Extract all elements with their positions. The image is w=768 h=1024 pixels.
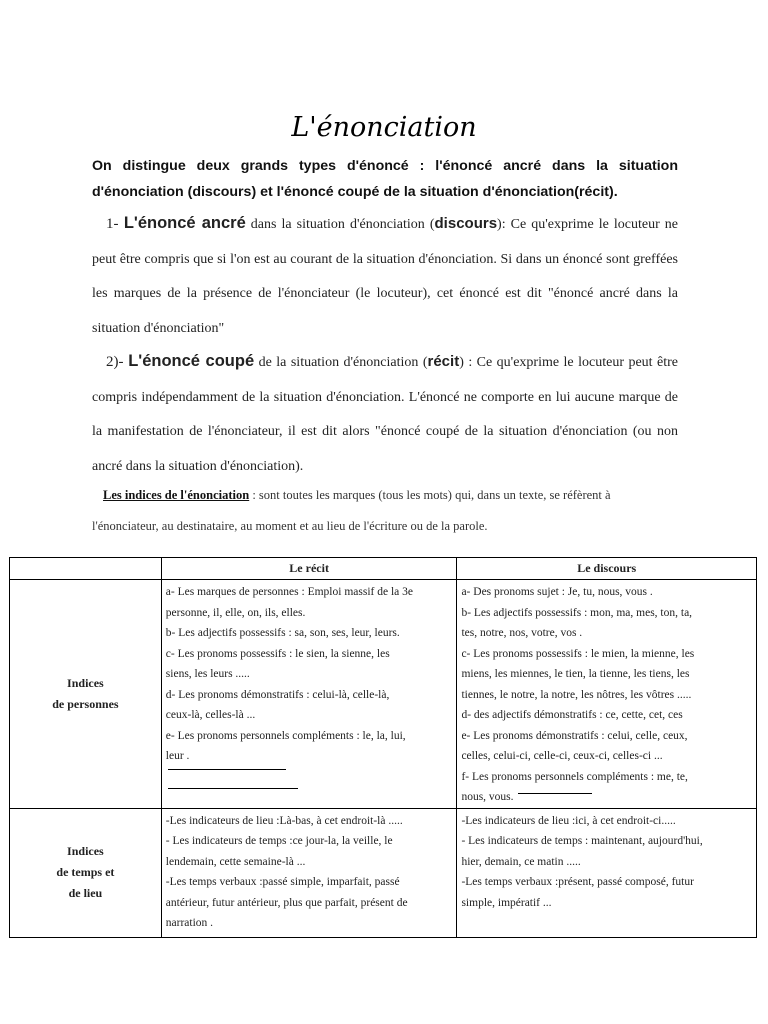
recit-line: a- Les marques de personnes : Emploi massif de la 3e [165,586,413,598]
discours-line: d- des adjectifs démonstratifs : ce, cette, cet, ces [461,709,683,721]
row-head-temps-line2: de temps et [56,865,115,879]
recit-line: e- Les pronoms personnels compléments : le, la, lui, [165,729,406,742]
recit-line: narration . [165,917,214,929]
cell-recit-temps-lieu [161,808,457,937]
discours-line: - Les indicateurs de temps : maintenant, aujourd'hui, [461,835,703,847]
discours-line-last [461,787,752,808]
discours-line: b- Les adjectifs possessifs : mon, ma, mes, ton, ta, [461,606,693,619]
discours-line: simple, impératif ... [461,896,552,909]
section-1-text-a: dans la situation d'énonciation ( [245,217,435,232]
discours-line: -Les temps verbaux :présent, passé composé, futur [461,876,694,888]
row-head-temps-line1: Indices [67,844,104,858]
table-row-personnes [10,580,757,809]
table-header-row [10,558,757,580]
blank-rule [518,793,592,794]
blank-rule [168,769,286,770]
recit-line: -Les indicateurs de lieu :Là-bas, à cet endroit-là ..... [165,814,403,827]
section-1-term: L'énoncé ancré [123,214,246,232]
cell-discours-personnes [457,580,757,809]
row-head-temps-line3: de lieu [68,886,103,900]
recit-line: c- Les pronoms possessifs : le sien, la sienne, les [165,647,390,660]
section-2-number: 2)- [106,354,129,370]
section-1-paragraph [92,206,678,346]
recit-line: personne, il, elle, on, ils, elles. [165,606,306,619]
indices-paragraph [92,480,678,542]
discours-line: c- Les pronoms possessifs : le mien, la mienne, les [461,647,695,660]
recit-line: siens, les leurs ..... [165,668,250,680]
row-head-temps-lieu [10,808,162,937]
section-2-term: L'énoncé coupé [128,352,255,370]
section-1-text-b: ): Ce qu'exprime le locuteur ne peut être compris que si l'on est au courant de la situation d'énonciation. Si dans un énoncé sont greffées les marques de la présence de l'énonciateur (le locuteur), cet énoncé est dit "énoncé ancré dans la situation d'énonciation" [92,217,679,336]
discours-line: miens, les miennes, le tien, la tienne, les tiens, les [461,668,690,680]
recit-line: ceux-là, celles-là ... [165,709,256,721]
cell-recit-personnes [161,580,457,809]
recit-line: leur . [165,750,190,762]
discours-line: e- Les pronoms démonstratifs : celui, celle, ceux, [461,729,688,742]
recit-line: lendemain, cette semaine-là ... [165,855,306,868]
recit-line: antérieur, futur antérieur, plus que parfait, présent de [165,896,408,909]
recit-line: -Les temps verbaux :passé simple, imparfait, passé [165,876,400,888]
discours-line: nous, vous. [461,791,514,803]
discours-line: tiennes, le notre, la notre, les nôtres, les vôtres ..... [461,688,692,701]
header-discours: Le discours [457,558,757,580]
row-head-personnes-line1: Indices [67,675,104,690]
recit-line: b- Les adjectifs possessifs : sa, son, ses, leur, leurs. [165,627,400,639]
page-title: L'énonciation [291,112,477,143]
cell-discours-temps-lieu [457,808,757,937]
indices-text: : sont toutes les marques (tous les mots) qui, dans un texte, se réfèrent à l'énonciateur, au destinataire, au moment et au lieu de l'écriture ou de la parole. [92,488,611,533]
recit-line: - Les indicateurs de temps :ce jour-la, la veille, le [165,835,393,847]
indices-table [9,557,757,938]
section-2-paren: récit [427,353,460,370]
section-2-paragraph [92,344,678,484]
blank-rule [168,788,298,789]
indices-label: Les indices de l'énonciation [103,488,250,502]
section-2-text-b: ) : Ce qu'exprime le locuteur peut être compris indépendamment de la situation d'énonciation. L'énoncé ne comporte en lui aucune marque de la manifestation de l'énonciateur, il est dit alors "énoncé coupé de la situation d'énonciation (ou non ancré dans la situation d'énonciation). [92,355,678,474]
table-row-temps-lieu [10,808,757,937]
discours-line: -Les indicateurs de lieu :ici, à cet endroit-ci..... [461,814,676,827]
row-head-personnes [10,580,162,809]
recit-line: d- Les pronoms démonstratifs : celui-là, celle-là, [165,688,390,701]
intro-paragraph: On distingue deux grands types d'énoncé : l'énoncé ancré dans la situation d'énonciation (discours) et l'énoncé coupé de la situation d'énonciation(récit). [92,158,678,200]
discours-line: tes, notre, nos, votre, vos . [461,627,583,639]
section-1-paren: discours [434,215,498,232]
discours-line: celles, celui-ci, celle-ci, ceux-ci, celles-ci ... [461,750,663,762]
header-empty [10,558,162,580]
header-recit: Le récit [161,558,457,580]
section-2-text-a: de la situation d'énonciation ( [254,355,428,370]
discours-line: hier, demain, ce matin ..... [461,855,581,868]
section-1-number: 1- [106,216,124,232]
discours-line: a- Des pronoms sujet : Je, tu, nous, vous . [461,586,653,598]
discours-line: f- Les pronoms personnels compléments : me, te, [461,770,688,783]
row-head-personnes-line2: de personnes [52,696,119,711]
